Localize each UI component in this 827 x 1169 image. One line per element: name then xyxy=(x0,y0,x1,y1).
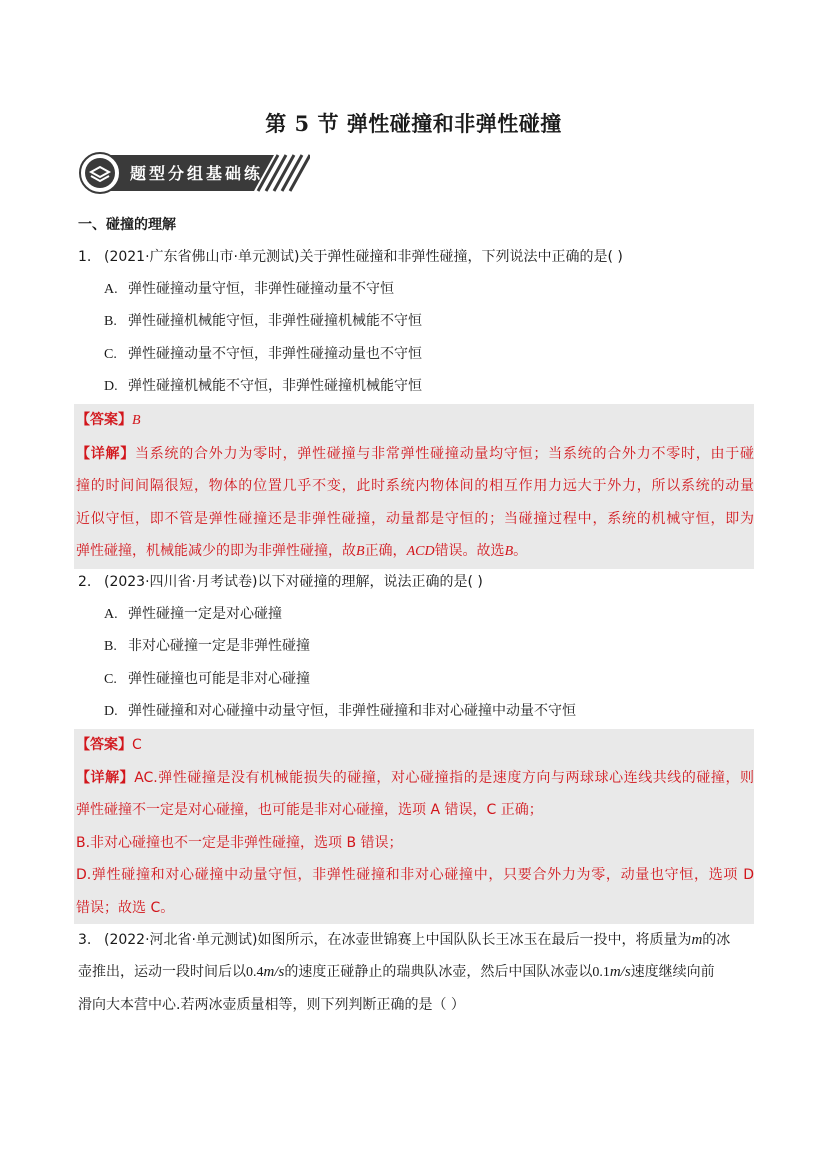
explanation-line xyxy=(74,535,754,569)
question-line: 滑向大本营中心.若两冰壶质量相等，则下列判断正确的是（ ） xyxy=(78,997,465,1013)
explanation-var: B xyxy=(504,544,514,559)
question-text: 的速度正碰静止的瑞典队冰壶，然后中国队冰壶以 xyxy=(284,964,593,980)
answer-line xyxy=(74,404,754,438)
option-text: 弹性碰撞机械能不守恒，非弹性碰撞机械能守恒 xyxy=(128,378,422,394)
banner-label: 题型分组基础练 xyxy=(130,164,264,183)
option-text: 非对心碰撞一定是非弹性碰撞 xyxy=(128,638,310,654)
explanation-line: 撞的时间间隔很短，物体的位置几乎不变，此时系统内物体间的相互作用力远大于外力，所以系统的动量 xyxy=(76,478,754,494)
explanation-text: 。 xyxy=(513,543,528,559)
question-text: 壶推出，运动一段时间后以 xyxy=(78,964,246,980)
explanation-tag: 【详解】 xyxy=(76,445,136,462)
q1-option-c xyxy=(104,344,422,365)
question-text: (2023·四川省·月考试卷)以下对碰撞的理解，说法正确的是( ) xyxy=(104,574,483,590)
option-letter: A. xyxy=(104,282,118,297)
speed-unit: m/s xyxy=(609,964,631,980)
speed-value: 0.4 xyxy=(246,965,264,980)
explanation-line: 近似守恒，即不管是弹性碰撞还是非弹性碰撞，动量都是守恒的；当碰撞过程中，系统的机械守恒，即为 xyxy=(76,510,754,527)
option-text: 弹性碰撞和对心碰撞中动量守恒，非弹性碰撞和非对心碰撞中动量不守恒 xyxy=(128,703,576,719)
question-text: (2022·河北省·单元测试)如图所示，在冰壶世锦赛上中国队队长王冰玉在最后一投中，将质量为 xyxy=(104,932,692,948)
question-text: 速度继续向前 xyxy=(630,964,715,980)
question-text: 的冰 xyxy=(702,932,731,948)
mass-symbol: m xyxy=(691,932,703,948)
q1-answer-box xyxy=(74,404,754,569)
option-text: 弹性碰撞也可能是非对心碰撞 xyxy=(128,671,310,687)
q2-option-c xyxy=(104,669,310,690)
explanation-text: 当系统的合外力为零时，弹性碰撞与非常弹性碰撞动量均守恒；当系统的合外力不零时，由于碰 xyxy=(135,445,755,462)
question-line xyxy=(78,956,754,989)
answer-value: C xyxy=(132,737,142,753)
answer-tag: 【答案】 xyxy=(76,412,132,428)
explanation-text: 错误。故选 xyxy=(434,543,505,559)
q1-option-b xyxy=(104,311,422,332)
option-text: 弹性碰撞动量守恒，非弹性碰撞动量不守恒 xyxy=(128,281,394,297)
option-letter: B. xyxy=(104,314,117,329)
question-line xyxy=(78,924,754,956)
answer-line xyxy=(74,729,754,762)
question-text: (2021·广东省佛山市·单元测试)关于弹性碰撞和非弹性碰撞，下列说法中正确的是( ) xyxy=(104,249,623,265)
section-banner xyxy=(78,151,310,195)
speed-unit: m/s xyxy=(263,964,285,980)
explanation-line: D.弹性碰撞和对心碰撞中动量守恒，非弹性碰撞和非对心碰撞中，只要合外力为零，动量也守恒，选项 D xyxy=(76,867,754,883)
answer-tag: 【答案】 xyxy=(76,737,132,753)
option-text: 弹性碰撞一定是对心碰撞 xyxy=(128,606,282,622)
explanation-line: 错误；故选 C。 xyxy=(76,899,175,916)
question-number: 1. xyxy=(78,249,92,265)
explanation-line xyxy=(74,762,754,795)
option-text: 弹性碰撞动量不守恒，非弹性碰撞动量也不守恒 xyxy=(128,346,422,362)
explanation-line: 弹性碰撞不一定是对心碰撞，也可能是非对心碰撞，选项 A 错误，C 正确； xyxy=(76,802,543,818)
q1-option-a xyxy=(104,279,394,300)
q2-answer-box xyxy=(74,729,754,924)
explanation-text: 正确， xyxy=(364,543,407,559)
section-heading: 一、碰撞的理解 xyxy=(78,217,176,233)
q2-option-b xyxy=(104,636,310,657)
option-letter: C. xyxy=(104,672,117,687)
option-letter: D. xyxy=(104,704,118,719)
explanation-line xyxy=(74,438,754,471)
q1-option-d xyxy=(104,376,422,397)
explanation-var: B xyxy=(356,544,365,559)
question-3-stem xyxy=(78,924,754,1021)
page-title: 第 5 节 弹性碰撞和非弹性碰撞 xyxy=(265,111,562,136)
option-text: 弹性碰撞机械能守恒，非弹性碰撞机械能不守恒 xyxy=(128,313,422,329)
q2-option-a xyxy=(104,604,282,625)
question-number: 3. xyxy=(78,932,92,948)
question-1-stem xyxy=(78,247,623,267)
option-letter: C. xyxy=(104,347,117,362)
explanation-text: 弹性碰撞，机械能减少的即为非弹性碰撞，故 xyxy=(76,543,356,559)
option-letter: D. xyxy=(104,379,118,394)
explanation-var: ACD xyxy=(406,544,435,559)
explanation-line: B.非对心碰撞也不一定是非弹性碰撞，选项 B 错误； xyxy=(76,834,403,851)
speed-value: 0.1 xyxy=(592,965,610,980)
question-number: 2. xyxy=(78,574,92,590)
explanation-text: AC.弹性碰撞是没有机械能损失的碰撞，对心碰撞指的是速度方向与两球球心连线共线的碰撞，则 xyxy=(134,769,755,786)
answer-value: B xyxy=(132,413,141,428)
question-2-stem xyxy=(78,572,483,592)
explanation-tag: 【详解】 xyxy=(76,769,135,786)
q2-option-d xyxy=(104,701,576,722)
option-letter: B. xyxy=(104,639,117,654)
option-letter: A. xyxy=(104,607,118,622)
